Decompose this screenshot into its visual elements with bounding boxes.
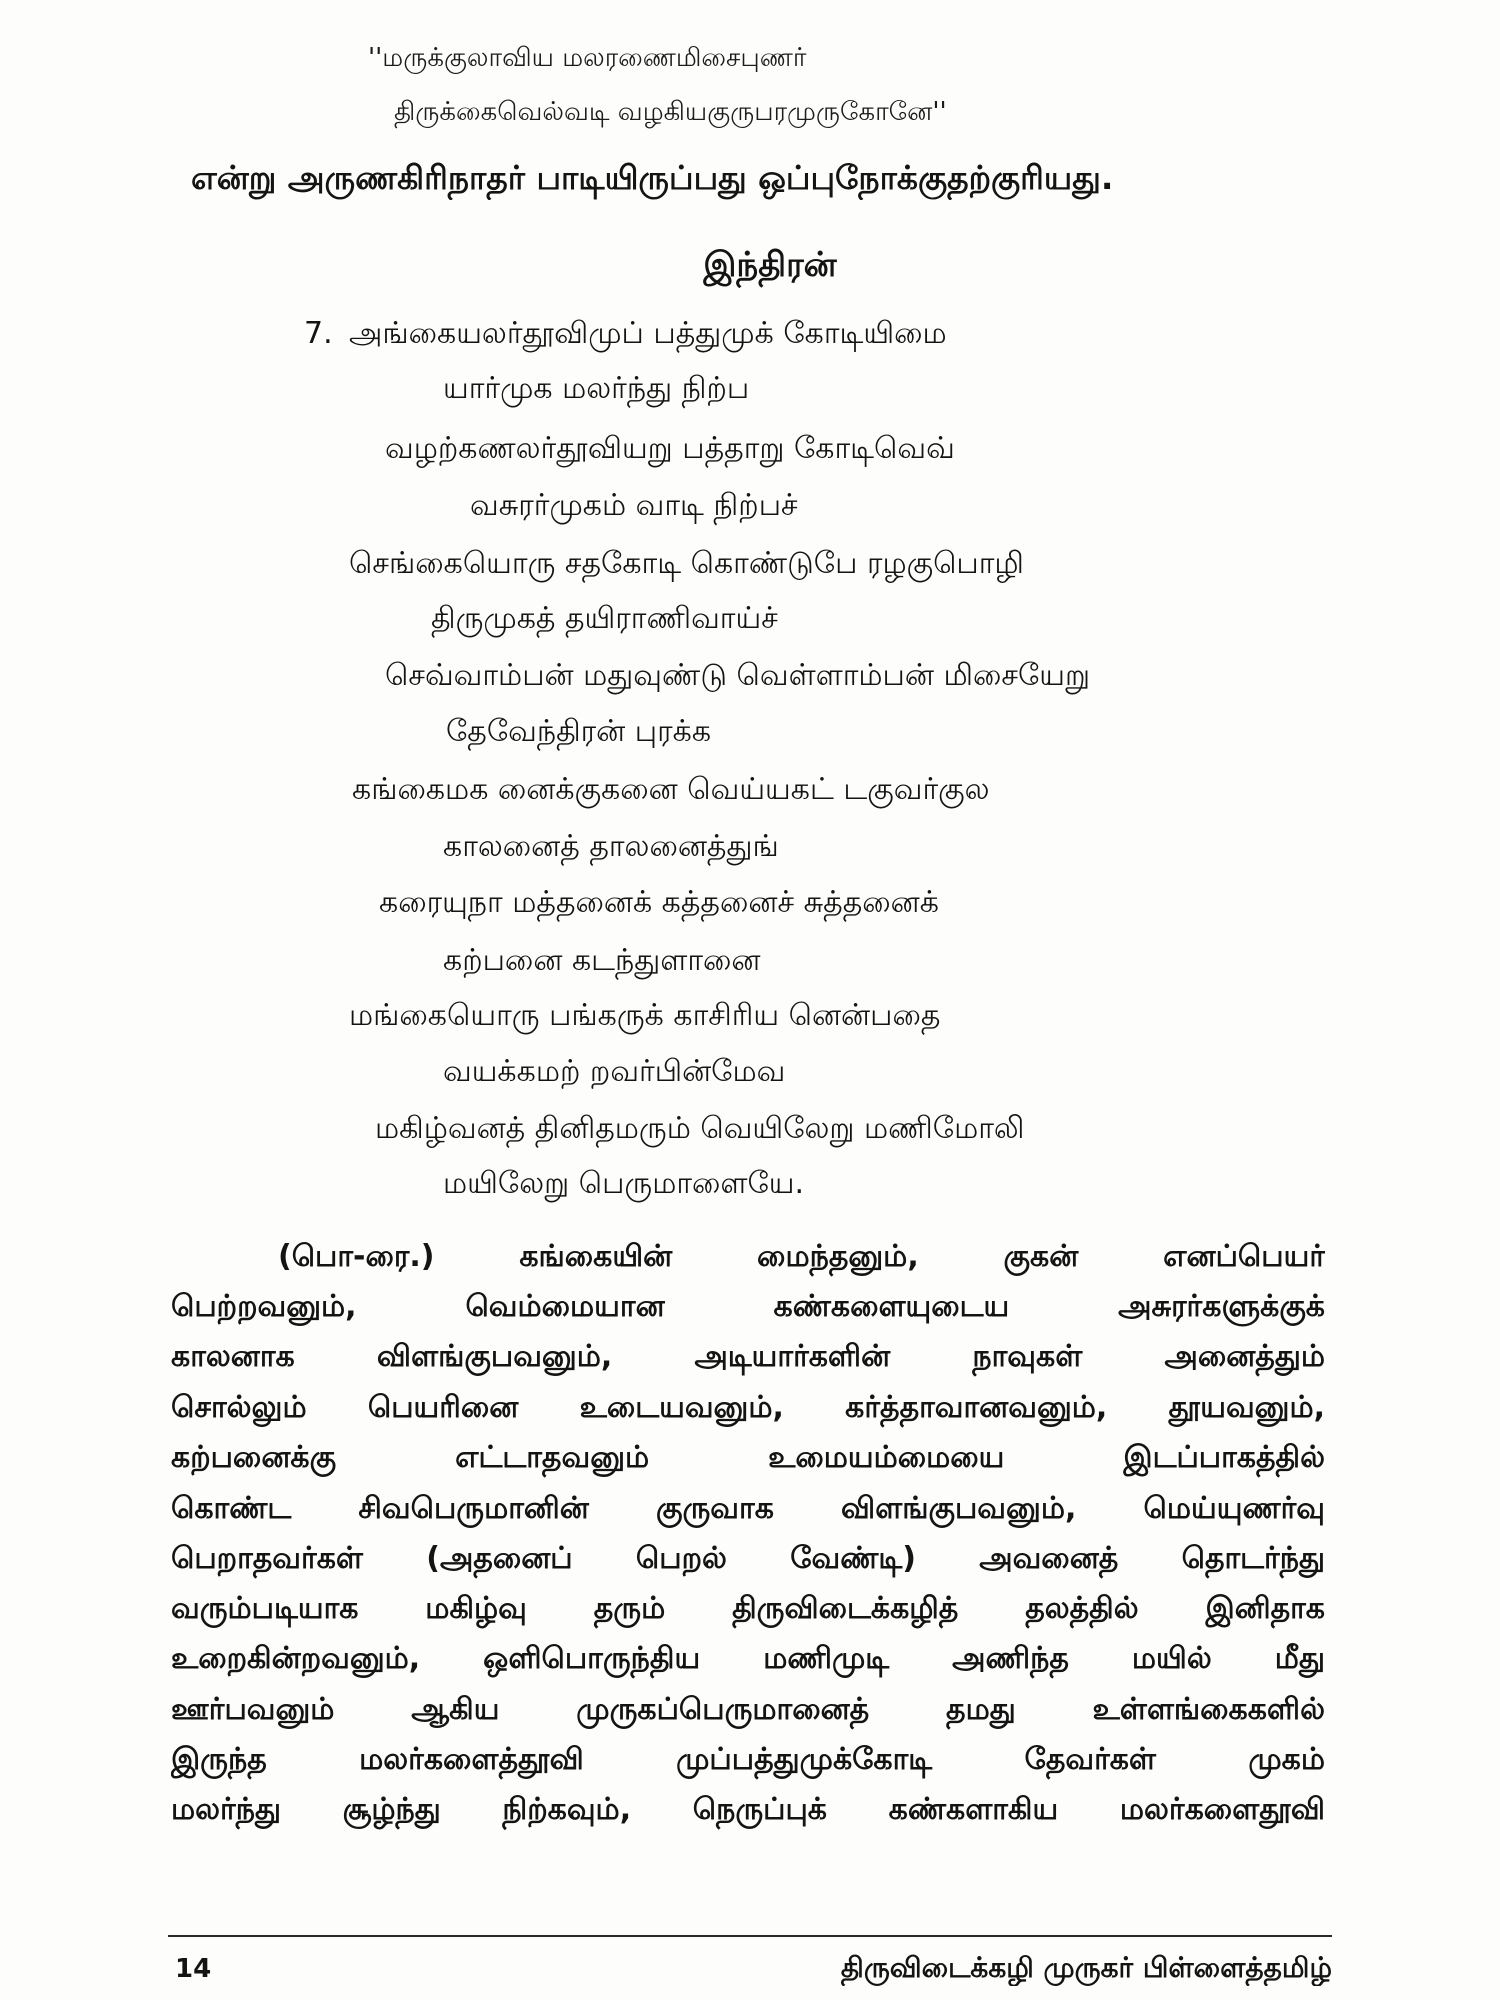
verse-line: மயிலேறு பெருமாளையே. <box>443 1166 805 1201</box>
commentary-line: காலனாக விளங்குபவனும், அடியார்களின் நாவுகள் அனைத்தும் <box>171 1339 1325 1374</box>
commentary-line: பெற்றவனும், வெம்மையான கண்களையுடைய அசுரர்களுக்குக் <box>171 1289 1325 1324</box>
commentary-line: சொல்லும் பெயரினை உடையவனும், கர்த்தாவானவனும், தூயவனும், <box>171 1390 1325 1425</box>
commentary-line: உறைகின்றவனும், ஒளிபொருந்திய மணிமுடி அணிந்த மயில் மீது <box>171 1641 1325 1676</box>
commentary-line: இருந்த மலர்களைத்தூவி முப்பத்துமுக்கோடி தேவர்கள் முகம் <box>171 1742 1325 1777</box>
intro-sentence: என்று அருணகிரிநாதர் பாடியிருப்பது ஒப்புநோக்குதற்குரியது. <box>191 158 1114 197</box>
commentary-line: பெறாதவர்கள் (அதனைப் பெறல் வேண்டி) அவனைத் தொடர்ந்து <box>171 1541 1325 1576</box>
section-title: இந்திரன் <box>703 245 837 285</box>
verse-line: அங்கையலர்தூவிமுப் பத்துமுக் கோடியிமை <box>349 316 947 351</box>
verse-line: திருமுகத் தயிராணிவாய்ச் <box>431 601 778 636</box>
verse-line: வயக்கமற் றவர்பின்மேவ <box>443 1054 786 1089</box>
commentary-line: வரும்படியாக மகிழ்வு தரும் திருவிடைக்கழித் தலத்தில் இனிதாக <box>171 1591 1325 1626</box>
verse-line: வசுரர்முகம் வாடி நிற்பச் <box>470 488 798 523</box>
verse-line: தேவேந்திரன் புரக்க <box>446 714 712 749</box>
verse-line: கரையுநா மத்தனைக் கத்தனைச் சுத்தனைக் <box>379 885 939 920</box>
commentary-line: ஊர்பவனும் ஆகிய முருகப்பெருமானைத் தமது உள்ளங்கைகளில் <box>171 1692 1325 1727</box>
verse-line: மங்கையொரு பங்கருக் காசிரிய னென்பதை <box>349 998 941 1033</box>
verse-line: காலனைத் தாலனைத்துங் <box>443 829 779 864</box>
commentary-text: கங்கையின் மைந்தனும், குகன் எனப்பெயர் <box>519 1239 1325 1274</box>
commentary-line <box>278 1234 1325 1280</box>
quote-line: ''மருக்குலாவிய மலரணைமிசைபுணர் <box>368 43 807 73</box>
footer-rule <box>168 1935 1332 1937</box>
verse-line: யார்முக மலர்ந்து நிற்ப <box>443 371 750 406</box>
verse-line: கற்பனை கடந்துளானை <box>443 943 761 978</box>
commentary-line: மலர்ந்து சூழ்ந்து நிற்கவும், நெருப்புக் கண்களாகிய மலர்களைதூவி <box>171 1792 1325 1827</box>
verse-line: செவ்வாம்பன் மதுவுண்டு வெள்ளாம்பன் மிசையேறு <box>385 658 1091 693</box>
page-number: 14 <box>175 1954 212 1984</box>
quote-line: திருக்கைவெல்வடி வழகியகுருபரமுருகோனே'' <box>394 97 947 127</box>
verse-number: 7. <box>304 316 333 351</box>
running-title: திருவிடைக்கழி முருகர் பிள்ளைத்தமிழ் <box>840 1951 1332 1984</box>
verse-line: செங்கையொரு சதகோடி கொண்டுபே ரழகுபொழி <box>349 546 1024 581</box>
verse-line: மகிழ்வனத் தினிதமரும் வெயிலேறு மணிமோலி <box>375 1111 1025 1146</box>
verse-line: வழற்கணலர்தூவியறு பத்தாறு கோடிவெவ் <box>385 431 955 466</box>
commentary-label: (பொ-ரை.) <box>278 1239 435 1274</box>
commentary-line: கற்பனைக்கு எட்டாதவனும் உமையம்மையை இடப்பாகத்தில் <box>171 1440 1325 1475</box>
commentary-line: கொண்ட சிவபெருமானின் குருவாக விளங்குபவனும், மெய்யுணர்வு <box>171 1491 1325 1526</box>
verse-line: கங்கைமக னைக்குகனை வெய்யகட் டகுவர்குல <box>352 772 990 807</box>
